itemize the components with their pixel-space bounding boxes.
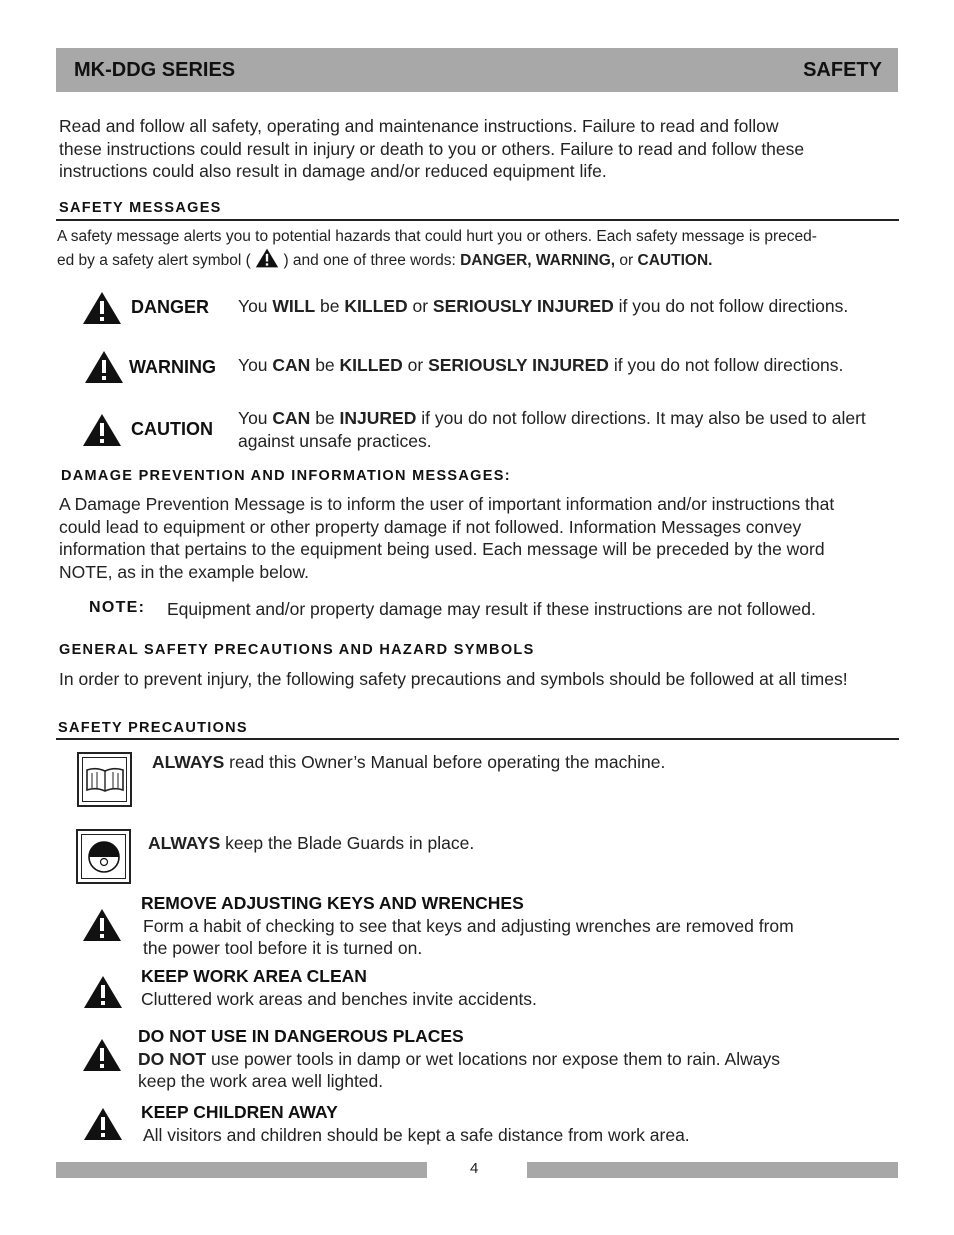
intro-paragraph: Read and follow all safety, operating and maintenance instructions. Failure to read and follow these instructions could result in injury or death to you or others. Failure to read and follow these instructions could also result in damage and/or reduced equipment life. (59, 116, 805, 181)
blade-guard-instruction: ALWAYS keep the Blade Guards in place. (148, 833, 475, 853)
damage-prevention-paragraph: A Damage Prevention Message is to inform the user of important information and/or instructions that could lead to equipment or other property damage if not followed. Information Messages convey information that pertains to the equipment being used. Each message will be preceded by the word NOTE, as in the example below. (59, 494, 835, 582)
footer-bar-right (527, 1162, 898, 1178)
warning-description: You CAN be KILLED or SERIOUSLY INJURED if you do not follow directions. (238, 355, 844, 375)
note-label: NOTE: (89, 599, 146, 616)
book-icon (77, 752, 132, 807)
general-precautions-heading: GENERAL SAFETY PRECAUTIONS AND HAZARD SYMBOLS (59, 642, 535, 658)
warning-triangle-icon (83, 1107, 123, 1141)
warning-triangle-icon (82, 908, 122, 942)
danger-signal-word: DANGER (131, 297, 210, 317)
general-precautions-text: In order to prevent injury, the following safety precautions and symbols should be followed at all times! (59, 669, 848, 689)
damage-prevention-heading: DAMAGE PREVENTION AND INFORMATION MESSAGES: (61, 468, 511, 484)
safety-messages-text: A safety message alerts you to potential hazards that could hurt you or others. Each safety message is preced- ed by a safety alert symbol ( ) and one of three words: DANGER, WARNING, or CAUTION. (57, 228, 817, 269)
note-text: Equipment and/or property damage may result if these instructions are not followed. (167, 599, 816, 619)
keep-clean-block: KEEP WORK AREA CLEAN Cluttered work areas and benches invite accidents. (141, 966, 537, 1009)
page-number: 4 (470, 1160, 479, 1177)
warning-triangle-icon (84, 350, 124, 384)
caution-description: You CAN be INJURED if you do not follow directions. It may also be used to alert against unsafe practices. (238, 408, 866, 451)
section-rule (56, 738, 899, 740)
safety-messages-heading: SAFETY MESSAGES (59, 200, 222, 216)
footer-bar-left (56, 1162, 427, 1178)
warning-triangle-icon (82, 413, 122, 447)
safety-precautions-heading: SAFETY PRECAUTIONS (58, 720, 248, 736)
dangerous-places-block: DO NOT USE IN DANGEROUS PLACES DO NOT use power tools in damp or wet locations nor expose them to rain. Always keep the work area well lighted. (138, 1026, 780, 1091)
blade-guard-icon (76, 829, 131, 884)
caution-signal-word: CAUTION (131, 419, 213, 439)
keep-children-block: KEEP CHILDREN AWAY All visitors and children should be kept a safe distance from work area. (141, 1102, 690, 1145)
section-rule (56, 219, 899, 221)
remove-keys-block: REMOVE ADJUSTING KEYS AND WRENCHES Form a habit of checking to see that keys and adjusting wrenches are removed from the power tool before it is turned on. (141, 893, 794, 958)
warning-triangle-icon (255, 248, 279, 268)
series-title: MK-DDG SERIES (74, 59, 236, 81)
danger-description: You WILL be KILLED or SERIOUSLY INJURED if you do not follow directions. (238, 296, 849, 316)
warning-triangle-icon (82, 1038, 122, 1072)
header-bar (56, 48, 898, 92)
section-title: SAFETY (803, 59, 882, 81)
warning-signal-word: WARNING (129, 357, 216, 377)
warning-triangle-icon (82, 291, 122, 325)
warning-triangle-icon (83, 975, 123, 1009)
manual-instruction: ALWAYS read this Owner’s Manual before operating the machine. (152, 752, 666, 772)
